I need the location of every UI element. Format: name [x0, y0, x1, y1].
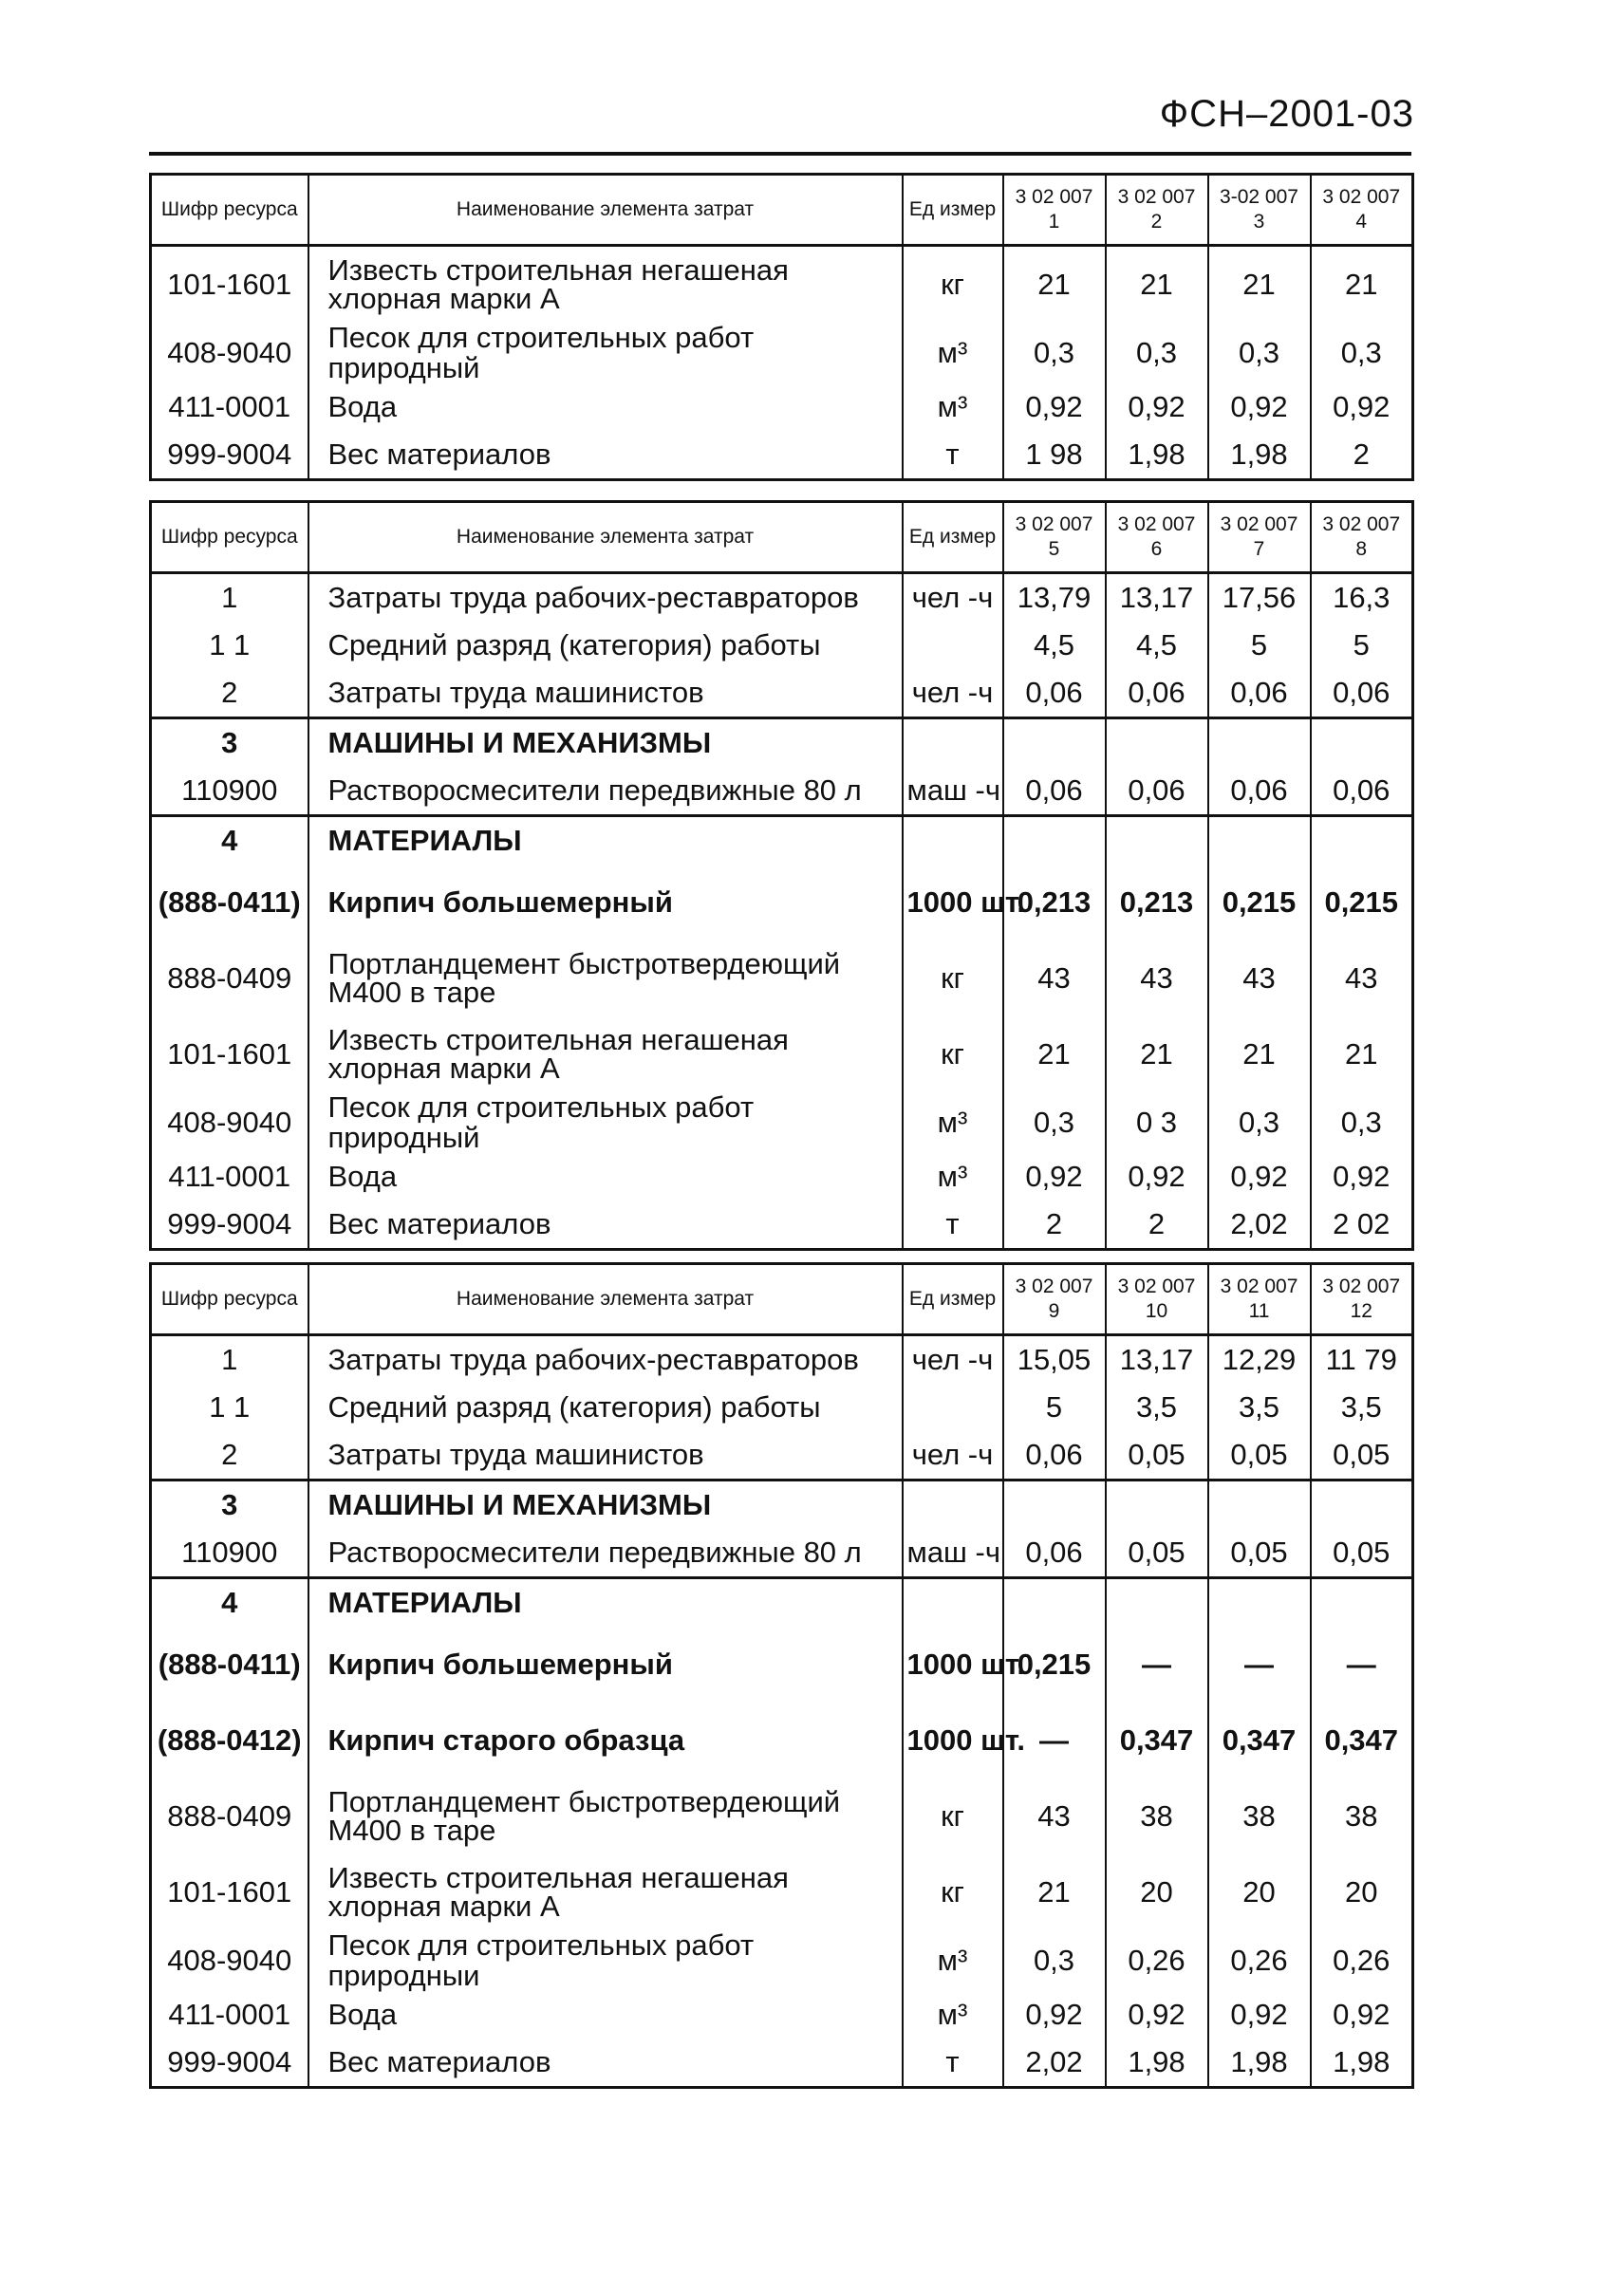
- norm-value: [1003, 1578, 1106, 1628]
- header-rule: [149, 152, 1411, 156]
- cost-element-name: Песок для строительных работ природныи: [308, 1930, 903, 1991]
- norm-value: 0,347: [1208, 1703, 1311, 1778]
- norm-value: 0,3: [1311, 323, 1413, 383]
- table-row: [151, 1153, 1413, 1201]
- header-norm-column: 3 02 007 9: [1003, 1264, 1106, 1335]
- header-norm-column: 3-02 007 3: [1208, 175, 1311, 246]
- norm-value: 0,06: [1003, 669, 1106, 718]
- norm-value: 0,347: [1311, 1703, 1413, 1778]
- norm-value: 1,98: [1106, 431, 1208, 480]
- norm-value: [1311, 816, 1413, 866]
- norm-value: [1003, 718, 1106, 768]
- norm-value: 5: [1208, 622, 1311, 669]
- norm-value: 21: [1003, 246, 1106, 324]
- cost-element-name: Известь строительная негашеная хлорная марки А: [308, 1016, 903, 1092]
- unit-of-measure: т: [903, 1201, 1003, 1250]
- norm-value: 0,06: [1106, 767, 1208, 816]
- norm-value: 13,17: [1106, 573, 1208, 623]
- header-norm-column: 3 02 007 5: [1003, 502, 1106, 573]
- norm-value: 0,92: [1208, 1153, 1311, 1201]
- cost-element-name: Затраты труда рабочих-реставраторов: [308, 1335, 903, 1385]
- norm-value: 5: [1311, 622, 1413, 669]
- unit-of-measure: [903, 816, 1003, 866]
- norm-value: 20: [1106, 1854, 1208, 1930]
- unit-of-measure: [903, 1384, 1003, 1431]
- norm-value: 0,05: [1311, 1529, 1413, 1578]
- norm-value: 2,02: [1003, 2039, 1106, 2088]
- header-norm-column: 3 02 007 2: [1106, 175, 1208, 246]
- norm-table-2: [149, 500, 1414, 1251]
- norm-value: 0,92: [1003, 383, 1106, 431]
- table-row: [151, 1092, 1413, 1153]
- resource-code: 411-0001: [151, 1153, 308, 1201]
- norm-value: 0,92: [1311, 1991, 1413, 2039]
- resource-code: 110900: [151, 1529, 308, 1578]
- norm-value: 0,05: [1311, 1431, 1413, 1481]
- table-row: [151, 1384, 1413, 1431]
- table-row: [151, 1703, 1413, 1778]
- norm-value: 43: [1106, 940, 1208, 1016]
- norm-value: 1,98: [1311, 2039, 1413, 2088]
- resource-code: 999-9004: [151, 1201, 308, 1250]
- unit-of-measure: [903, 1481, 1003, 1530]
- norm-value: 0,06: [1311, 669, 1413, 718]
- unit-of-measure: кг: [903, 246, 1003, 324]
- header-name: Наименование элемента затрат: [308, 1264, 903, 1335]
- table-row: [151, 669, 1413, 718]
- unit-of-measure: м³: [903, 1930, 1003, 1991]
- header-unit: Ед измер: [903, 1264, 1003, 1335]
- table-row: [151, 2039, 1413, 2088]
- norm-value: [1208, 718, 1311, 768]
- norm-value: [1311, 1481, 1413, 1530]
- norm-value: —: [1311, 1627, 1413, 1703]
- resource-code: 4: [151, 1578, 308, 1628]
- norm-value: —: [1106, 1627, 1208, 1703]
- cost-element-name: Средний разряд (категория) работы: [308, 622, 903, 669]
- table-row: [151, 573, 1413, 623]
- header-code: Шифр ресурса: [151, 1264, 308, 1335]
- resource-code: 408-9040: [151, 1930, 308, 1991]
- norm-value: 4,5: [1106, 622, 1208, 669]
- resource-code: 1 1: [151, 1384, 308, 1431]
- norm-value: 21: [1208, 1016, 1311, 1092]
- table-row: [151, 767, 1413, 816]
- norm-value: 2,02: [1208, 1201, 1311, 1250]
- norm-value: 0,06: [1003, 1529, 1106, 1578]
- norm-value: [1106, 816, 1208, 866]
- norm-value: 38: [1208, 1778, 1311, 1854]
- norm-value: 0,92: [1311, 1153, 1413, 1201]
- header-norm-column: 3 02 007 11: [1208, 1264, 1311, 1335]
- norm-value: 0,3: [1106, 323, 1208, 383]
- norm-value: 0,26: [1311, 1930, 1413, 1991]
- norm-value: 0,3: [1208, 1092, 1311, 1153]
- norm-value: 0,3: [1003, 1092, 1106, 1153]
- header-row: [151, 175, 1413, 246]
- norm-value: 43: [1208, 940, 1311, 1016]
- unit-of-measure: маш -ч: [903, 1529, 1003, 1578]
- norm-value: 0,92: [1208, 1991, 1311, 2039]
- header-unit: Ед измер: [903, 175, 1003, 246]
- norm-value: [1106, 718, 1208, 768]
- cost-element-name: Вес материалов: [308, 1201, 903, 1250]
- norm-value: 0 3: [1106, 1092, 1208, 1153]
- norm-value: 0,06: [1208, 767, 1311, 816]
- norm-value: 16,3: [1311, 573, 1413, 623]
- resource-code: 101-1601: [151, 246, 308, 324]
- cost-element-name: МАТЕРИАЛЫ: [308, 816, 903, 866]
- cost-element-name: Кирпич большемерный: [308, 1627, 903, 1703]
- table-row: [151, 246, 1413, 324]
- table-row: [151, 1778, 1413, 1854]
- norm-value: 1,98: [1106, 2039, 1208, 2088]
- table-row: [151, 865, 1413, 940]
- norm-value: [1311, 718, 1413, 768]
- norm-value: 0,06: [1311, 767, 1413, 816]
- norm-value: 13,17: [1106, 1335, 1208, 1385]
- header-norm-column: 3 02 007 12: [1311, 1264, 1413, 1335]
- cost-element-name: Известь строительная негашеная хлорная марки А: [308, 246, 903, 324]
- norm-value: 17,56: [1208, 573, 1311, 623]
- norm-value: [1003, 816, 1106, 866]
- norm-value: 0,26: [1208, 1930, 1311, 1991]
- unit-of-measure: т: [903, 2039, 1003, 2088]
- cost-element-name: Вес материалов: [308, 431, 903, 480]
- norm-value: 1,98: [1208, 431, 1311, 480]
- cost-element-name: Кирпич старого образца: [308, 1703, 903, 1778]
- header-norm-column: 3 02 007 7: [1208, 502, 1311, 573]
- norm-value: 12,29: [1208, 1335, 1311, 1385]
- resource-code: 1: [151, 573, 308, 623]
- resource-code: 411-0001: [151, 383, 308, 431]
- norm-value: 21: [1208, 246, 1311, 324]
- table-row: [151, 323, 1413, 383]
- norm-value: [1106, 1578, 1208, 1628]
- resource-code: 1: [151, 1335, 308, 1385]
- norm-value: 0,05: [1106, 1529, 1208, 1578]
- table-row: [151, 383, 1413, 431]
- norm-value: 21: [1311, 1016, 1413, 1092]
- norm-value: 0,92: [1311, 383, 1413, 431]
- resource-code: 101-1601: [151, 1854, 308, 1930]
- cost-element-name: Растворосмесители передвижные 80 л: [308, 1529, 903, 1578]
- unit-of-measure: кг: [903, 940, 1003, 1016]
- norm-value: 15,05: [1003, 1335, 1106, 1385]
- norm-table-1: [149, 173, 1414, 481]
- cost-element-name: МАТЕРИАЛЫ: [308, 1578, 903, 1628]
- resource-code: 2: [151, 1431, 308, 1481]
- resource-code: (888-0412): [151, 1703, 308, 1778]
- resource-code: 4: [151, 816, 308, 866]
- norm-value: 0,213: [1003, 865, 1106, 940]
- norm-value: 1 98: [1003, 431, 1106, 480]
- norm-value: 0,92: [1003, 1991, 1106, 2039]
- resource-code: 110900: [151, 767, 308, 816]
- unit-of-measure: м³: [903, 383, 1003, 431]
- norm-value: 0,92: [1208, 383, 1311, 431]
- norm-value: 20: [1311, 1854, 1413, 1930]
- norm-value: [1208, 1481, 1311, 1530]
- header-norm-column: 3 02 007 8: [1311, 502, 1413, 573]
- cost-element-name: МАШИНЫ И МЕХАНИЗМЫ: [308, 718, 903, 768]
- table-row: [151, 940, 1413, 1016]
- norm-value: 0,26: [1106, 1930, 1208, 1991]
- cost-element-name: Портландцемент быстротвердеющий М400 в таре: [308, 1778, 903, 1854]
- norm-value: 0,06: [1003, 1431, 1106, 1481]
- unit-of-measure: [903, 718, 1003, 768]
- norm-value: [1208, 816, 1311, 866]
- norm-value: 2 02: [1311, 1201, 1413, 1250]
- norm-value: 0,92: [1106, 1153, 1208, 1201]
- table-row: [151, 1854, 1413, 1930]
- unit-of-measure: чел -ч: [903, 669, 1003, 718]
- unit-of-measure: [903, 622, 1003, 669]
- resource-code: 888-0409: [151, 1778, 308, 1854]
- cost-element-name: Средний разряд (категория) работы: [308, 1384, 903, 1431]
- norm-value: 2: [1106, 1201, 1208, 1250]
- norm-value: 0,05: [1208, 1529, 1311, 1578]
- unit-of-measure: кг: [903, 1016, 1003, 1092]
- norm-value: 0,06: [1106, 669, 1208, 718]
- norm-value: 3,5: [1311, 1384, 1413, 1431]
- cost-element-name: Кирпич большемерный: [308, 865, 903, 940]
- cost-element-name: Вода: [308, 1991, 903, 2039]
- table-row: [151, 1201, 1413, 1250]
- resource-code: 1 1: [151, 622, 308, 669]
- norm-value: [1106, 1481, 1208, 1530]
- cost-element-name: Вода: [308, 383, 903, 431]
- table-row: [151, 431, 1413, 480]
- cost-element-name: Портландцемент быстротвердеющий М400 в таре: [308, 940, 903, 1016]
- norm-value: [1311, 1578, 1413, 1628]
- unit-of-measure: маш -ч: [903, 767, 1003, 816]
- resource-code: 2: [151, 669, 308, 718]
- table-row: [151, 1335, 1413, 1385]
- table-row: [151, 1431, 1413, 1481]
- norm-value: 43: [1003, 940, 1106, 1016]
- norm-value: 43: [1311, 940, 1413, 1016]
- table-row: [151, 1016, 1413, 1092]
- norm-value: 0,92: [1106, 383, 1208, 431]
- unit-of-measure: кг: [903, 1854, 1003, 1930]
- norm-value: 5: [1003, 1384, 1106, 1431]
- cost-element-name: Известь строительная негашеная хлорная марки А: [308, 1854, 903, 1930]
- unit-of-measure: чел -ч: [903, 573, 1003, 623]
- resource-code: 3: [151, 1481, 308, 1530]
- norm-value: 0,3: [1003, 323, 1106, 383]
- norm-value: 13,79: [1003, 573, 1106, 623]
- header-norm-column: 3 02 007 1: [1003, 175, 1106, 246]
- table-row: [151, 622, 1413, 669]
- norm-value: 11 79: [1311, 1335, 1413, 1385]
- norm-value: 0,215: [1208, 865, 1311, 940]
- table-row: [151, 1481, 1413, 1530]
- norm-value: 21: [1106, 1016, 1208, 1092]
- norm-value: 38: [1106, 1778, 1208, 1854]
- resource-code: (888-0411): [151, 1627, 308, 1703]
- resource-code: 411-0001: [151, 1991, 308, 2039]
- norm-value: —: [1208, 1627, 1311, 1703]
- cost-element-name: МАШИНЫ И МЕХАНИЗМЫ: [308, 1481, 903, 1530]
- norm-value: 0,3: [1208, 323, 1311, 383]
- resource-code: 408-9040: [151, 323, 308, 383]
- resource-code: 101-1601: [151, 1016, 308, 1092]
- norm-value: 20: [1208, 1854, 1311, 1930]
- unit-of-measure: 1000 шт.: [903, 865, 1003, 940]
- norm-value: 0,06: [1003, 767, 1106, 816]
- norm-value: 0,92: [1106, 1991, 1208, 2039]
- table-row: [151, 718, 1413, 768]
- header-row: [151, 502, 1413, 573]
- norm-value: 2: [1311, 431, 1413, 480]
- table-row: [151, 1991, 1413, 2039]
- cost-element-name: Растворосмесители передвижные 80 л: [308, 767, 903, 816]
- unit-of-measure: [903, 1578, 1003, 1628]
- unit-of-measure: т: [903, 431, 1003, 480]
- table-row: [151, 816, 1413, 866]
- header-code: Шифр ресурса: [151, 502, 308, 573]
- table-row: [151, 1529, 1413, 1578]
- norm-value: [1208, 1578, 1311, 1628]
- unit-of-measure: 1000 шт.: [903, 1627, 1003, 1703]
- norm-value: 21: [1311, 246, 1413, 324]
- header-norm-column: 3 02 007 10: [1106, 1264, 1208, 1335]
- header-norm-column: 3 02 007 6: [1106, 502, 1208, 573]
- table-row: [151, 1627, 1413, 1703]
- norm-value: 3,5: [1208, 1384, 1311, 1431]
- unit-of-measure: чел -ч: [903, 1431, 1003, 1481]
- header-row: [151, 1264, 1413, 1335]
- resource-code: 888-0409: [151, 940, 308, 1016]
- norm-value: 0,92: [1003, 1153, 1106, 1201]
- unit-of-measure: м³: [903, 1991, 1003, 2039]
- header-norm-column: 3 02 007 4: [1311, 175, 1413, 246]
- resource-code: (888-0411): [151, 865, 308, 940]
- cost-element-name: Затраты труда рабочих-реставраторов: [308, 573, 903, 623]
- resource-code: 3: [151, 718, 308, 768]
- norm-value: 0,215: [1003, 1627, 1106, 1703]
- cost-element-name: Песок для строительных работ природный: [308, 1092, 903, 1153]
- norm-value: 0,05: [1208, 1431, 1311, 1481]
- unit-of-measure: м³: [903, 1092, 1003, 1153]
- resource-code: 999-9004: [151, 2039, 308, 2088]
- norm-value: 43: [1003, 1778, 1106, 1854]
- table-row: [151, 1930, 1413, 1991]
- resource-code: 408-9040: [151, 1092, 308, 1153]
- cost-element-name: Вода: [308, 1153, 903, 1201]
- norm-value: 0,3: [1311, 1092, 1413, 1153]
- norm-value: 3,5: [1106, 1384, 1208, 1431]
- norm-value: 21: [1003, 1854, 1106, 1930]
- norm-value: 21: [1106, 246, 1208, 324]
- norm-value: 38: [1311, 1778, 1413, 1854]
- norm-value: 2: [1003, 1201, 1106, 1250]
- unit-of-measure: 1000 шт.: [903, 1703, 1003, 1778]
- resource-code: 999-9004: [151, 431, 308, 480]
- unit-of-measure: м³: [903, 323, 1003, 383]
- norm-value: 0,347: [1106, 1703, 1208, 1778]
- unit-of-measure: м³: [903, 1153, 1003, 1201]
- norm-value: [1003, 1481, 1106, 1530]
- cost-element-name: Песок для строительных работ природный: [308, 323, 903, 383]
- unit-of-measure: чел -ч: [903, 1335, 1003, 1385]
- header-name: Наименование элемента затрат: [308, 502, 903, 573]
- norm-value: 0,3: [1003, 1930, 1106, 1991]
- unit-of-measure: кг: [903, 1778, 1003, 1854]
- norm-value: 21: [1003, 1016, 1106, 1092]
- norm-value: 0,05: [1106, 1431, 1208, 1481]
- document-code: ФСН–2001-03: [1159, 93, 1414, 135]
- norm-table-3: [149, 1262, 1414, 2089]
- norm-value: 4,5: [1003, 622, 1106, 669]
- norm-value: 1,98: [1208, 2039, 1311, 2088]
- header-name: Наименование элемента затрат: [308, 175, 903, 246]
- header-code: Шифр ресурса: [151, 175, 308, 246]
- table-row: [151, 1578, 1413, 1628]
- cost-element-name: Затраты труда машинистов: [308, 1431, 903, 1481]
- norm-value: 0,213: [1106, 865, 1208, 940]
- header-unit: Ед измер: [903, 502, 1003, 573]
- norm-value: 0,215: [1311, 865, 1413, 940]
- cost-element-name: Затраты труда машинистов: [308, 669, 903, 718]
- cost-element-name: Вес материалов: [308, 2039, 903, 2088]
- norm-value: 0,06: [1208, 669, 1311, 718]
- norm-value: —: [1003, 1703, 1106, 1778]
